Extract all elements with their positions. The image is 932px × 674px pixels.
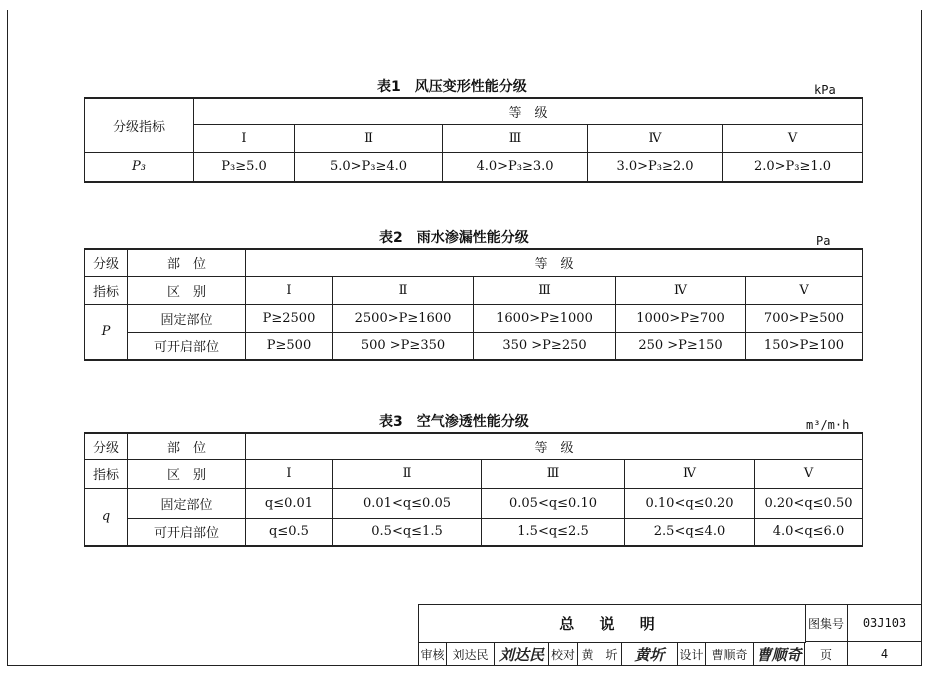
table3-air-permeability bbox=[84, 432, 863, 547]
table2-cell: 350 >P≥250 bbox=[474, 332, 616, 360]
table2-grade-4: Ⅳ bbox=[616, 276, 746, 304]
table1-cell: 5.0>P₃≥4.0 bbox=[295, 152, 443, 182]
table3-part-openable: 可开启部位 bbox=[128, 518, 246, 546]
table1-cell: P₃≥5.0 bbox=[194, 152, 295, 182]
table3-cell: q≤0.5 bbox=[246, 518, 333, 546]
table3-title: 表3 空气渗透性能分级 bbox=[379, 414, 529, 430]
table2-part-header-1: 部 位 bbox=[128, 249, 246, 276]
table2-grade-3: Ⅲ bbox=[474, 276, 616, 304]
table3-grade-label: 等 级 bbox=[246, 433, 863, 459]
table1-wind-pressure bbox=[84, 97, 863, 183]
table2-cell: 1000>P≥700 bbox=[616, 304, 746, 332]
table3-row-header-1: 分级 bbox=[85, 433, 128, 459]
table2-part-fixed: 固定部位 bbox=[128, 304, 246, 332]
table2-title: 表2 雨水渗漏性能分级 bbox=[379, 230, 529, 246]
table1-grade-2: Ⅱ bbox=[295, 124, 443, 152]
check-signature: 黄圻 bbox=[622, 642, 678, 666]
design-signature: 曹顺奇 bbox=[754, 642, 805, 666]
table1-unit: kPa bbox=[814, 83, 836, 97]
table2-grade-label: 等 级 bbox=[246, 249, 863, 276]
table1-indicator: P₃ bbox=[85, 152, 194, 182]
table2-grade-2: Ⅱ bbox=[333, 276, 474, 304]
table1-cell: 2.0>P₃≥1.0 bbox=[723, 152, 863, 182]
table1-grade-3: Ⅲ bbox=[443, 124, 588, 152]
table3-indicator: q bbox=[85, 488, 128, 546]
review-name: 刘达民 bbox=[447, 642, 495, 666]
table3-grade-3: Ⅲ bbox=[482, 459, 625, 488]
table3-unit: m³/m·h bbox=[806, 418, 850, 432]
table2-indicator: P bbox=[85, 304, 128, 360]
table1-grade-5: Ⅴ bbox=[723, 124, 863, 152]
table1-grade-label: 等 级 bbox=[194, 98, 863, 124]
table1-cell: 4.0>P₃≥3.0 bbox=[443, 152, 588, 182]
table1-grade-4: Ⅳ bbox=[588, 124, 723, 152]
review-signature: 刘达民 bbox=[495, 642, 549, 666]
atlas-label: 图集号 bbox=[805, 605, 848, 642]
table3-cell: 0.5<q≤1.5 bbox=[333, 518, 482, 546]
atlas-number: 03J103 bbox=[848, 605, 921, 642]
table3-grade-4: Ⅳ bbox=[625, 459, 755, 488]
review-label: 审核 bbox=[419, 642, 447, 666]
table3-part-header-2: 区 别 bbox=[128, 459, 246, 488]
check-label: 校对 bbox=[549, 642, 578, 666]
table3-cell: 0.20<q≤0.50 bbox=[755, 488, 863, 518]
table3-cell: 2.5<q≤4.0 bbox=[625, 518, 755, 546]
table1-grade-1: Ⅰ bbox=[194, 124, 295, 152]
table2-part-header-2: 区 别 bbox=[128, 276, 246, 304]
table2-part-openable: 可开启部位 bbox=[128, 332, 246, 360]
table2-cell: 2500>P≥1600 bbox=[333, 304, 474, 332]
table1-row-header: 分级指标 bbox=[85, 98, 194, 152]
table3-grade-1: Ⅰ bbox=[246, 459, 333, 488]
table2-unit: Pa bbox=[816, 234, 831, 248]
table2-cell: 150>P≥100 bbox=[746, 332, 863, 360]
main-title: 总 说 明 bbox=[419, 605, 806, 643]
table2-grade-5: Ⅴ bbox=[746, 276, 863, 304]
table3-cell: 0.01<q≤0.05 bbox=[333, 488, 482, 518]
table1-title: 表1 风压变形性能分级 bbox=[377, 79, 527, 95]
table3-part-header-1: 部 位 bbox=[128, 433, 246, 459]
table2-cell: 250 >P≥150 bbox=[616, 332, 746, 360]
table2-cell: 1600>P≥1000 bbox=[474, 304, 616, 332]
table3-row-header-2: 指标 bbox=[85, 459, 128, 488]
table2-row-header-1: 分级 bbox=[85, 249, 128, 276]
table2-cell: P≥2500 bbox=[246, 304, 333, 332]
table2-cell: P≥500 bbox=[246, 332, 333, 360]
table3-grade-5: Ⅴ bbox=[755, 459, 863, 488]
check-name: 黄 圻 bbox=[578, 642, 622, 666]
design-label: 设计 bbox=[678, 642, 706, 666]
table2-rain-leakage bbox=[84, 248, 863, 361]
table2-cell: 700>P≥500 bbox=[746, 304, 863, 332]
page-number: 4 bbox=[880, 647, 889, 661]
table2-cell: 500 >P≥350 bbox=[333, 332, 474, 360]
page-label: 页 bbox=[805, 642, 848, 666]
table1-cell: 3.0>P₃≥2.0 bbox=[588, 152, 723, 182]
table3-cell: 0.10<q≤0.20 bbox=[625, 488, 755, 518]
table3-part-fixed: 固定部位 bbox=[128, 488, 246, 518]
table2-row-header-2: 指标 bbox=[85, 276, 128, 304]
table3-grade-2: Ⅱ bbox=[333, 459, 482, 488]
table3-cell: 1.5<q≤2.5 bbox=[482, 518, 625, 546]
title-block bbox=[418, 604, 921, 666]
table2-grade-1: Ⅰ bbox=[246, 276, 333, 304]
table3-cell: 4.0<q≤6.0 bbox=[755, 518, 863, 546]
table3-cell: 0.05<q≤0.10 bbox=[482, 488, 625, 518]
design-name: 曹顺奇 bbox=[706, 642, 754, 666]
table3-cell: q≤0.01 bbox=[246, 488, 333, 518]
